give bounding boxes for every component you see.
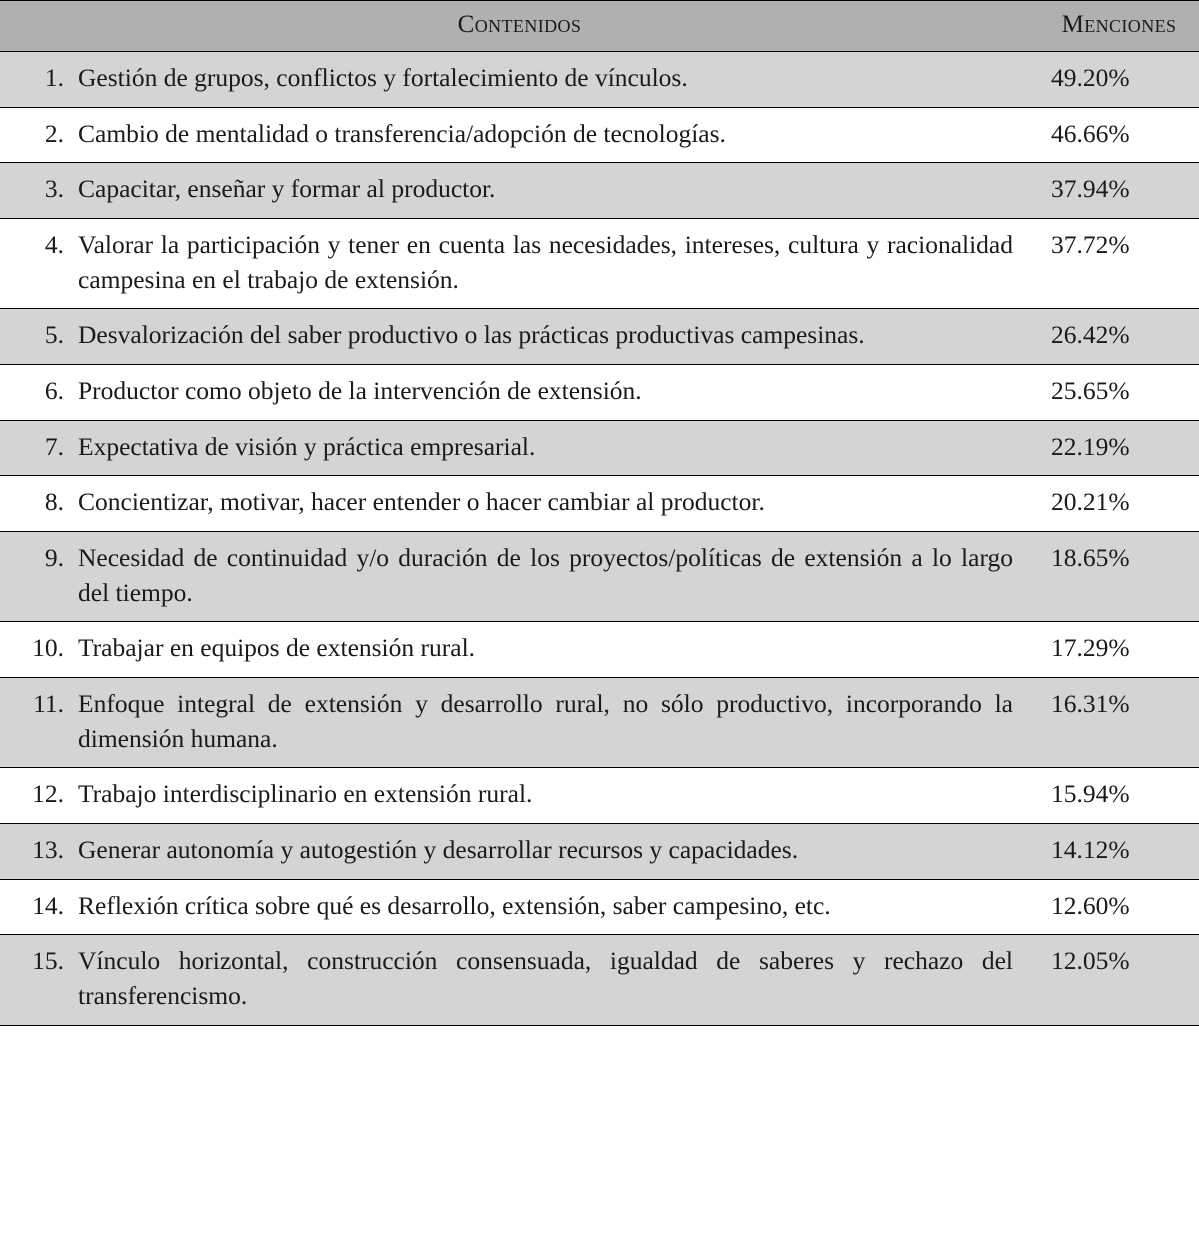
row-index: 12. xyxy=(32,779,64,809)
row-content: Concientizar, motivar, hacer entender o hacer cambiar al productor. xyxy=(78,487,765,517)
row-mentions-percent: 14.12% xyxy=(1051,835,1130,865)
row-content: Trabajar en equipos de extensión rural. xyxy=(78,633,476,663)
row-mentions-percent: 25.65% xyxy=(1051,376,1130,406)
table-row xyxy=(0,219,1199,309)
row-content: Productor como objeto de la intervención de extensión. xyxy=(78,376,642,406)
row-index: 3. xyxy=(44,174,64,204)
table-row xyxy=(0,365,1199,421)
row-index: 5. xyxy=(44,320,64,350)
row-index: 11. xyxy=(33,689,64,719)
table-row xyxy=(0,52,1199,108)
row-index: 13. xyxy=(32,835,64,865)
row-index: 7. xyxy=(44,431,64,461)
row-index: 8. xyxy=(44,487,64,517)
row-content: Enfoque integral de extensión y desarrollo rural, no sólo productivo, incorporando la dimensión humana. xyxy=(78,689,1013,753)
row-content: Expectativa de visión y práctica empresarial. xyxy=(78,431,536,461)
table-row xyxy=(0,678,1199,768)
row-mentions-percent: 20.21% xyxy=(1051,487,1130,517)
row-index: 14. xyxy=(32,890,64,920)
row-mentions-percent: 17.29% xyxy=(1051,633,1130,663)
table-row xyxy=(0,420,1199,476)
column-header-menciones: Menciones xyxy=(1061,11,1177,38)
row-index: 2. xyxy=(44,118,64,148)
table-row xyxy=(0,476,1199,532)
row-index: 15. xyxy=(32,946,64,976)
row-mentions-percent: 12.05% xyxy=(1051,946,1130,976)
table-header-row xyxy=(0,1,1199,52)
row-content: Generar autonomía y autogestión y desarrollar recursos y capacidades. xyxy=(78,835,799,865)
row-content: Reflexión crítica sobre qué es desarrollo, extensión, saber campesino, etc. xyxy=(78,890,831,920)
row-content: Capacitar, enseñar y formar al productor. xyxy=(78,174,496,204)
row-content: Necesidad de continuidad y/o duración de los proyectos/políticas de extensión a lo largo del tiempo. xyxy=(78,543,1013,607)
row-index: 4. xyxy=(44,230,64,260)
row-index: 6. xyxy=(44,376,64,406)
row-content: Cambio de mentalidad o transferencia/adopción de tecnologías. xyxy=(78,118,726,148)
table-row xyxy=(0,309,1199,365)
row-mentions-percent: 18.65% xyxy=(1051,543,1130,573)
row-index: 10. xyxy=(32,633,64,663)
row-mentions-percent: 37.94% xyxy=(1051,174,1130,204)
row-index: 9. xyxy=(44,543,64,573)
row-content: Vínculo horizontal, construcción consensuada, igualdad de saberes y rechazo del transferencismo. xyxy=(78,946,1013,1011)
table-body xyxy=(0,52,1199,1026)
row-mentions-percent: 12.60% xyxy=(1051,890,1130,920)
row-mentions-percent: 16.31% xyxy=(1051,689,1130,719)
row-mentions-percent: 37.72% xyxy=(1051,230,1130,260)
table-row xyxy=(0,163,1199,219)
table-row xyxy=(0,879,1199,935)
row-content: Gestión de grupos, conflictos y fortalecimiento de vínculos. xyxy=(78,63,688,92)
row-index: 1. xyxy=(44,63,64,92)
table-row xyxy=(0,622,1199,678)
row-mentions-percent: 46.66% xyxy=(1051,118,1130,148)
row-content: Trabajo interdisciplinario en extensión rural. xyxy=(78,779,533,809)
row-content: Desvalorización del saber productivo o las prácticas productivas campesinas. xyxy=(78,320,865,350)
table-row xyxy=(0,935,1199,1025)
row-mentions-percent: 26.42% xyxy=(1051,320,1130,350)
table-header xyxy=(0,1,1199,52)
table-row xyxy=(0,768,1199,824)
table-row xyxy=(0,532,1199,622)
row-mentions-percent: 22.19% xyxy=(1051,431,1130,461)
column-header-contenidos: Contenidos xyxy=(457,11,582,38)
table-row xyxy=(0,824,1199,880)
row-mentions-percent: 15.94% xyxy=(1051,779,1130,809)
table-row xyxy=(0,107,1199,163)
row-content: Valorar la participación y tener en cuenta las necesidades, intereses, cultura y racionalidad campesina en el trabajo de extensión. xyxy=(78,230,1013,294)
row-mentions-percent: 49.20% xyxy=(1051,63,1130,92)
